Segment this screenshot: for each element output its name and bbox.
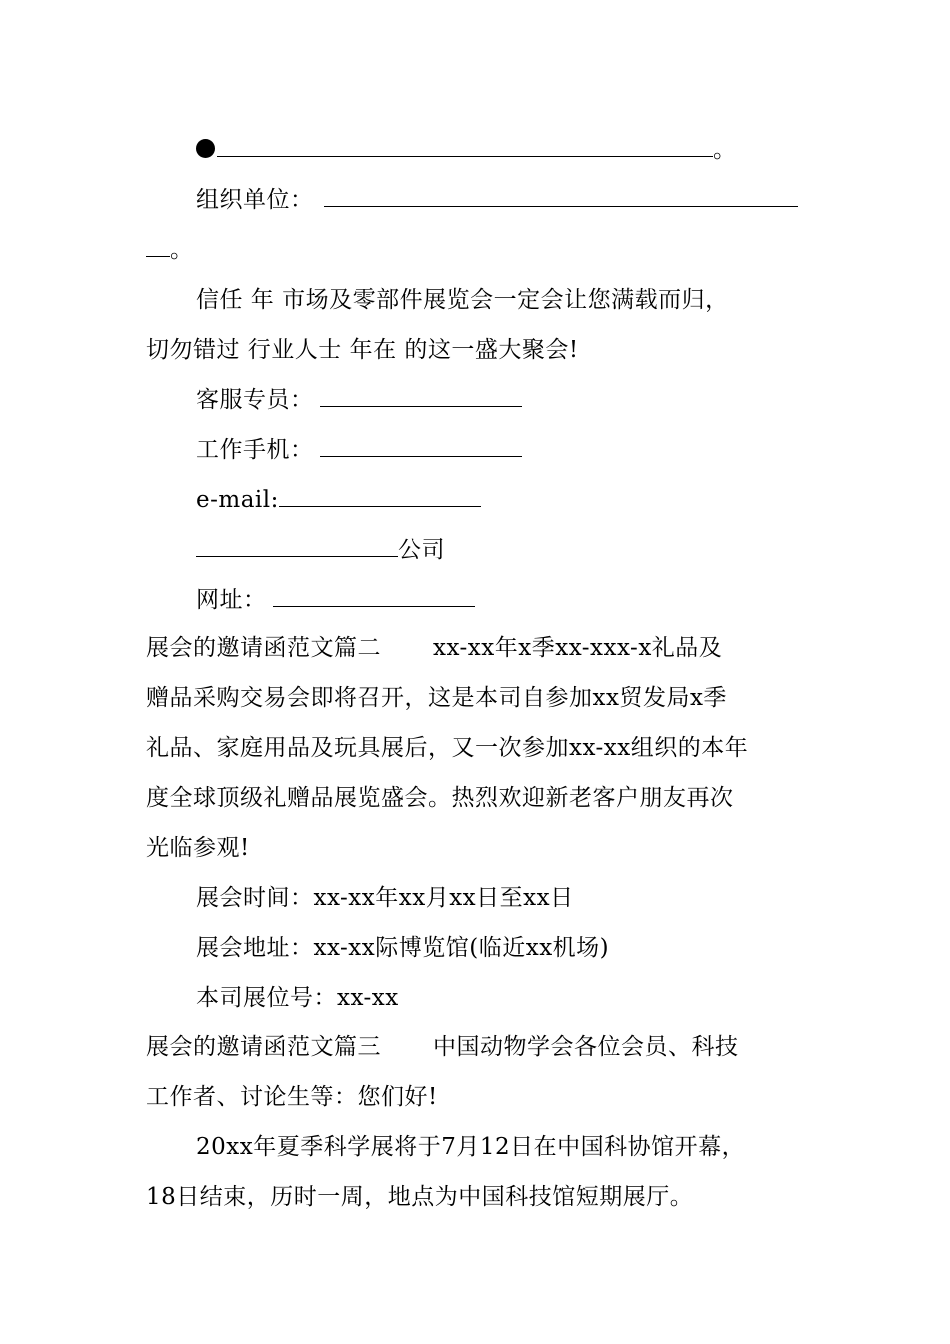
service-line: [196, 385, 522, 415]
section3-title: 展会的邀请函范文篇三: [146, 1034, 381, 1060]
service-label: 客服专员：: [196, 387, 314, 413]
organizer-line-end: 。: [146, 235, 194, 265]
bullet-dot-icon: [196, 139, 215, 158]
paragraph-text: 光临参观!: [146, 835, 250, 861]
section2-first-line: 展会的邀请函范文篇二 xx-xx年x季xx-xxx-x礼品及: [146, 635, 723, 661]
service-blank: [320, 386, 522, 407]
phone-label: 工作手机：: [196, 437, 314, 463]
organizer-blank-cont: [146, 236, 170, 257]
email-line: [196, 485, 481, 515]
paragraph-text: 20xx年夏季科学展将于7月12日在中国科协馆开幕，: [196, 1134, 746, 1160]
section3-first-line: 展会的邀请函范文篇三 中国动物学会各位会员、科技: [146, 1034, 739, 1060]
website-blank: [273, 586, 475, 607]
paragraph-text: 切勿错过 行业人士 年在 的这一盛大聚会!: [146, 337, 579, 363]
paragraph-text: 礼品、家庭用品及玩具展后，又一次参加xx-xx组织的本年: [146, 735, 749, 761]
website-label: 网址：: [196, 587, 267, 613]
booth-number: 本司展位号：xx-xx: [196, 985, 399, 1011]
phone-blank: [320, 436, 522, 457]
company-line: [196, 535, 445, 565]
organizer-line: [196, 185, 798, 215]
paragraph-text: 度全球顶级礼赠品展览盛会。热烈欢迎新老客户朋友再次: [146, 785, 734, 811]
paragraph-text: 赠品采购交易会即将召开，这是本司自参加xx贸发局x季: [146, 685, 727, 711]
paragraph-text: 工作者、讨论生等：您们好!: [146, 1084, 438, 1110]
phone-line: [196, 435, 522, 465]
exhibit-place: 展会地址：xx-xx际博览馆(临近xx机场): [196, 935, 610, 961]
organizer-label: 组织单位：: [196, 187, 314, 213]
organizer-blank: [324, 186, 798, 207]
paragraph-text: 18日结束，历时一周，地点为中国科技馆短期展厅。: [146, 1184, 694, 1210]
exhibit-time: 展会时间：xx-xx年xx月xx日至xx日: [196, 885, 574, 911]
company-label: 公司: [398, 537, 445, 563]
section2-title: 展会的邀请函范文篇二: [146, 635, 381, 661]
blank-field: [217, 136, 713, 157]
company-blank: [196, 536, 398, 557]
website-line: [196, 585, 475, 615]
email-blank: [279, 486, 481, 507]
paragraph-text: 信任 年 市场及零部件展览会一定会让您满载而归，: [196, 287, 729, 313]
bullet-line: 。: [196, 135, 737, 165]
email-label: e-mail:: [196, 487, 279, 513]
